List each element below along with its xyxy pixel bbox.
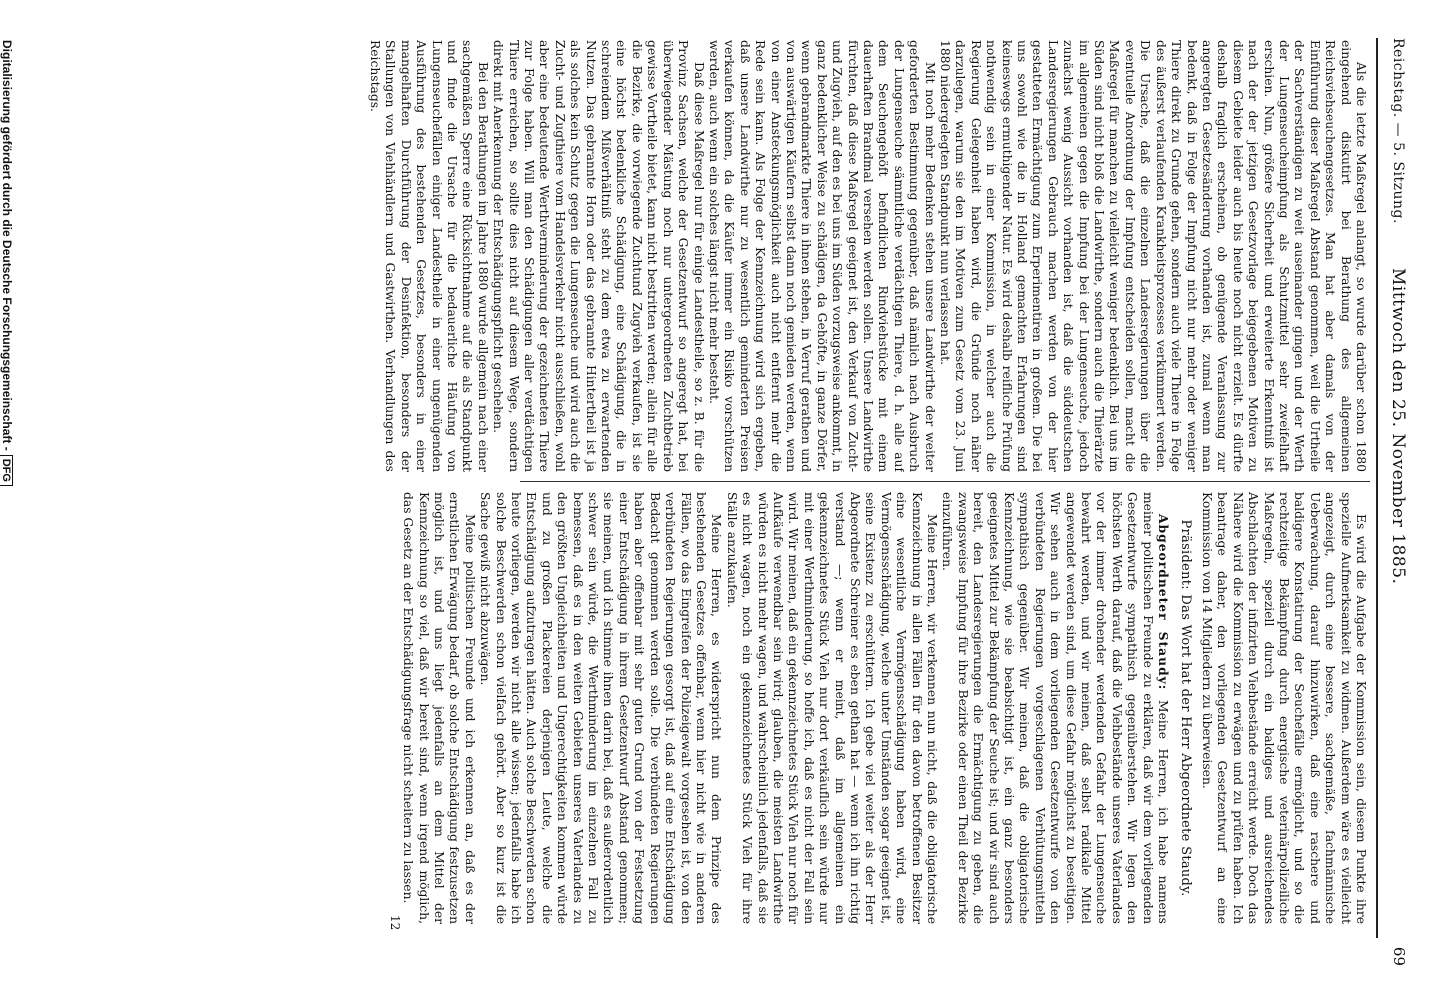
page-number: 69 xyxy=(1390,946,1408,966)
header-date: Mittwoch den 25. November 1885. xyxy=(1388,268,1408,585)
president-heading: Präsident: Das Wort hat der Herr Abgeordnete Staudy. xyxy=(1177,519,1193,897)
speech-paragraph-3: Meine Herren, es widerspricht nun dem Prinzipe des bestehenden Gesetzes offenbar, wenn hier nicht wie in anderen Fällen, wo das Eingreifen der Polizeigewalt vorgesehen ist, von den verbündeten Regierungen gesorgt ist, daß auf eine Entschädigung Bedacht genommen werden solle. Die verbündeten Regierungen haben aber offenbar mit sehr guten Grund von der Festsetzung einer Entschädigung in ihrem Gesetzentwurf Abstand genommen; sie meinen, und ich stimme ihnen darin bei, daß es außerordentlich schwer sein würde, die Werthminderung im einzelnen Fall zu bemessen, daß es in den weiten Gebieten unseres Vaterlandes zu den größten Ungleichheiten und Ungerechtigkeiten kommen würde und zu großen Plackereien derjenigen Leute, welche die Entschädigung aufzutragen hätten. Auch solche Beschwerden schon heute vorliegen, werden wir nicht alle wissen; jedenfalls habe ich solche Beschwerden schon vielfach gehört. Aber so kurz ist die Sache gewiß nicht abzuwägen. xyxy=(478,492,724,924)
digitization-footer xyxy=(0,40,14,940)
left-paragraph-4: Bei den Berathungen im Jahre 1880 wurde allgemein nach einer sachgemäßen Sperre eine Rücksichtnahme auf die als Standpunkt und finde die Ursache für die bedauerliche Häufung von Lungenseuchefällen einiger Landestheile in einer ungenügenden Ausführung des bestehenden Gesetzes, besonders in einer mangelhaften Durchführung der Desinfektion, besonders der Stallungen von Viehhändlern und Gastwirthen. Verhandlungen des Reichstags. xyxy=(368,40,490,472)
page-header xyxy=(1376,38,1412,966)
left-column xyxy=(28,40,1368,472)
left-paragraph-3: Daß diese Maßregel nur für einige Landestheile, so z. B. für die Provinz Sachsen, welche der Gesetzentwurf so angeregt hat, bei überwiegender Mästung noch nur untergeordneten Zuchtbetrieb gewisse Vortheile bietet, kann nicht bestritten werden; allein für alle die Bezirke, die vorwiegende Zuchtund Zugvieh verkaufen, ist sie eine höchst bedenkliche Schädigung, eine Schädigung, die in schreiendem Mißverhältniß steht zu dem etwa zu erwartenden Nutzen. Das gebrannte Horn oder das gebrannte Hintertheil ist ja als solches kein Schutz gegen die Lungenseuche und wird auch die Zucht- und Zugthiere vom Handelsverkehr nicht ausschließen, wohl aber eine bedeutende Werthverminderung der gezeichneten Thiere zur Folge haben. Will man den Schädigungen aller verdächtigen Thiere erreichen, so sollte dies nicht auf diesem Wege, sondern direkt mit Anerkennung der Entschädigungspflicht geschehen. xyxy=(491,40,706,472)
footer-text: Digitalisierung gefördert durch die Deutsche Forschungsgemeinschaft - xyxy=(0,40,14,451)
right-column xyxy=(28,492,1368,924)
right-paragraph-1: Es wird die Aufgabe der Kommission sein, diesem Punkte ihre spezielle Aufmerksamkeit zu widmen. Außerdem wäre es vielleicht angezeigt, durch eine bessere, sachgemäße, fachmännische Ueberwachung, darauf hinzuwirken, daß eine raschere und baldigere Konstatirung der Seuchefälle ermöglicht, und so die rechtzeitige Bekämpfung durch energische veterinärpolizeiliche Maßregeln, speziell durch ein baldiges und ausreichendes Abschlachten der infizirten Viehbestände erreicht werde. Doch das Nähere wird die Kommission zu erwägen und zu prüfen haben. Ich beantrage daher, den vorliegenden Gesetzentwurf an eine Kommission von 14 Mitgliedern zu überweisen. xyxy=(1199,492,1368,924)
left-paragraph-2: Mit noch mehr Bedenken stehen unsere Landwirthe der weiter geforderten Bestimmung gegenüber, daß nämlich nach Ausbruch der Lungenseuche sämmtliche verdächtigen Thiere, d. h. alle auf dem Seuchengehöft befindlichen Rindviehstücke mit einem dauerhaften Brandmal versehen werden sollen. Unsere Landwirthe fürchten, daß diese Maßregel geeignet ist, den Verkauf von Zucht- und Zugvieh, auf den es bei uns im Süden vorzugsweise ankommt, in ganz bedenklicher Weise zu schädigen, da Gehöfte, in ganze Dörfer, wenn gebrandmarkte Thiere in ihnen stehen, in Verruf gerathen und von auswärtigen Käufern selbst dann noch gemieden werden, wenn von einer Ansteckungsmöglichkeit auch nicht entfernt mehr die Rede sein kann. Als Folge der Kennzeichnung wird sich ergeben, daß unsere Landwirthe nur zu wesentlich geminderten Preisen verkaufen können, da die Käufer immer ein Risiko vorschützen werden, auch wenn ein solches längst nicht mehr besteht. xyxy=(706,40,937,472)
speaker-label: Abgeordneter Staudy: xyxy=(1156,514,1172,691)
column-divider xyxy=(520,481,1370,482)
page-mark: 12 xyxy=(388,915,402,931)
left-paragraph-1: Als die letzte Maßregel anlangt, so wurde darüber schon 1880 eingehend diskutirt bei Berathung des allgemeinen Reichsviehseuchengesetzes. Man hat aber damals von der Einführung dieser Maßregel Abstand genommen, weil die Urtheile der Sachverständigen zu weit auseinander gingen und der Werth der Lungenseucheimpfung als Schutzmittel sehr zweifelhaft erschien. Nun, größere Sicherheit und erweiterte Erkenntniß ist nach der der jetzigen Gesetzvorlage beigegebenen Motiven zu diesem Gebiete leider auch bis heute noch nicht erzielt. Es dürfte deshalb fraglich erscheinen, ob genügende Veranlassung zur angeregten Gesetzesänderung vorhanden ist, zumal wenn man bedenkt, daß in Folge der Impfung nicht nur mehr oder weniger Thiere direkt zu Grunde gehen, sondern auch viele Thiere in Folge des äußerst verlaufenden Krankheitsprozesses verkümmert werden. Die Ursache, daß die einzelnen Landesregierungen über die eventuelle Anordnung der Impfung entscheiden sollen, macht die Maßregel für manchen zu vielleicht weniger bedenklich. Bei uns im Süden sind nicht bloß die Landwirthe, sondern auch die Thierärzte im allgemeinen gegen die Impfung bei der Lungenseuche, jedoch zunächst wenig Aussicht vorhanden ist, daß die süddeutschen Landesregierungen Gebrauch machen werden von der hier gestatteten Ermächtigung zum Erperimentiren in großem. Die bei uns sowohl wie die in Holland gemachten Erfahrungen sind keineswegs ermuthigender Natur. Es wird deshalb reifliche Prüfung nothwendig sein in einer Kommission, in welcher auch die Regierung Gelegenheit haben wird, die Gründe noch näher darzulegen, warum sie den im Motiven zum Gesetz vom 23. Juni 1880 niedergelegten Standpunkt nun verlassen hat. xyxy=(938,40,1368,472)
speech-paragraph-4: Meine politischen Freunde und ich erkennen an, daß es der ernstlichen Erwägung bedarf, ob solche Entschädigung festzusetzen möglich ist, und uns liegt jedenfalls an dem Mittel der Kennzeichnung so viel, daß wir bereit sind, wenn irgend möglich, das Gesetz an der Entschädigungsfrage nicht scheitern zu lassen. xyxy=(401,492,477,924)
speech-paragraph-1 xyxy=(939,492,1171,924)
header-session: Reichstag. — 5. Sitzung. xyxy=(1390,38,1406,224)
speech-text-1: Meine Herren, ich habe namens meiner politischen Freunde zu erklären, daß wir dem vorliegenden Gesetzentwurfe sympathisch gegenüberstehen. Wir legen den höchsten Werth darauf, daß die Viehbestände unseres Vaterlandes vor der immer drohender werdenden Gefahr der Lungenseuche bewahrt werden, und wir meinen, daß selbst radikale Mittel angewendet werden sind, um diese Gefahr möglichst zu beseitigen. Wir sehen auch in dem vorliegenden Gesetzentwurfe von den verbündeten Regierungen vorgeschlagenen Verhütungsmitteln sympathisch gegenüber. Wir meinen, daß die obligatorische Kennzeichnung, wie sie beabsichtigt ist, ein ganz besonders geeignetes Mittel zur Bekämpfung der Seuche ist; und wir sind auch bereit, den Landesregierungen die Ermächtigung zu geben, die zwangsweise Impfung für ihre Bezirke oder einen Theil der Bezirke einzuführen. xyxy=(940,492,1171,924)
speech-paragraph-2: Meine Herren, wir verkennen nun nicht, daß die obligatorische Kennzeichnung in allen Fällen für den davon betroffenen Besitzer eine wesentliche Vermögensschädigung haben wird, eine Vermögensschädigung, welche unter Umständen sogar geeignet ist, seine Existenz zu erschüttern. Ich gebe viel weiter als der Herr Abgeordnete Schreiner es eben gethan hat — wenn ich ihn richtig verstand —; wenn er meint, daß im allgemeinen ein gekennzeichnetes Stück Vieh nur dort verkäuflich sein würde nur mit einer Werthminderung, so hoffe ich, daß es nicht der Fall sein wird. Wir meinen, daß ein gekennzeichnetes Stück Vieh nur noch für Aufkäufe verwendbar sein wird; glauben, die meisten Landwirthe würden es nicht mehr wagen, und wahrscheinlich jedenfalls, daß sie es nicht wagen, noch ein gekennzeichnetes Stück Vieh für ihre Ställe anzukaufen. xyxy=(724,492,940,924)
dfg-logo: DFG xyxy=(0,455,13,486)
